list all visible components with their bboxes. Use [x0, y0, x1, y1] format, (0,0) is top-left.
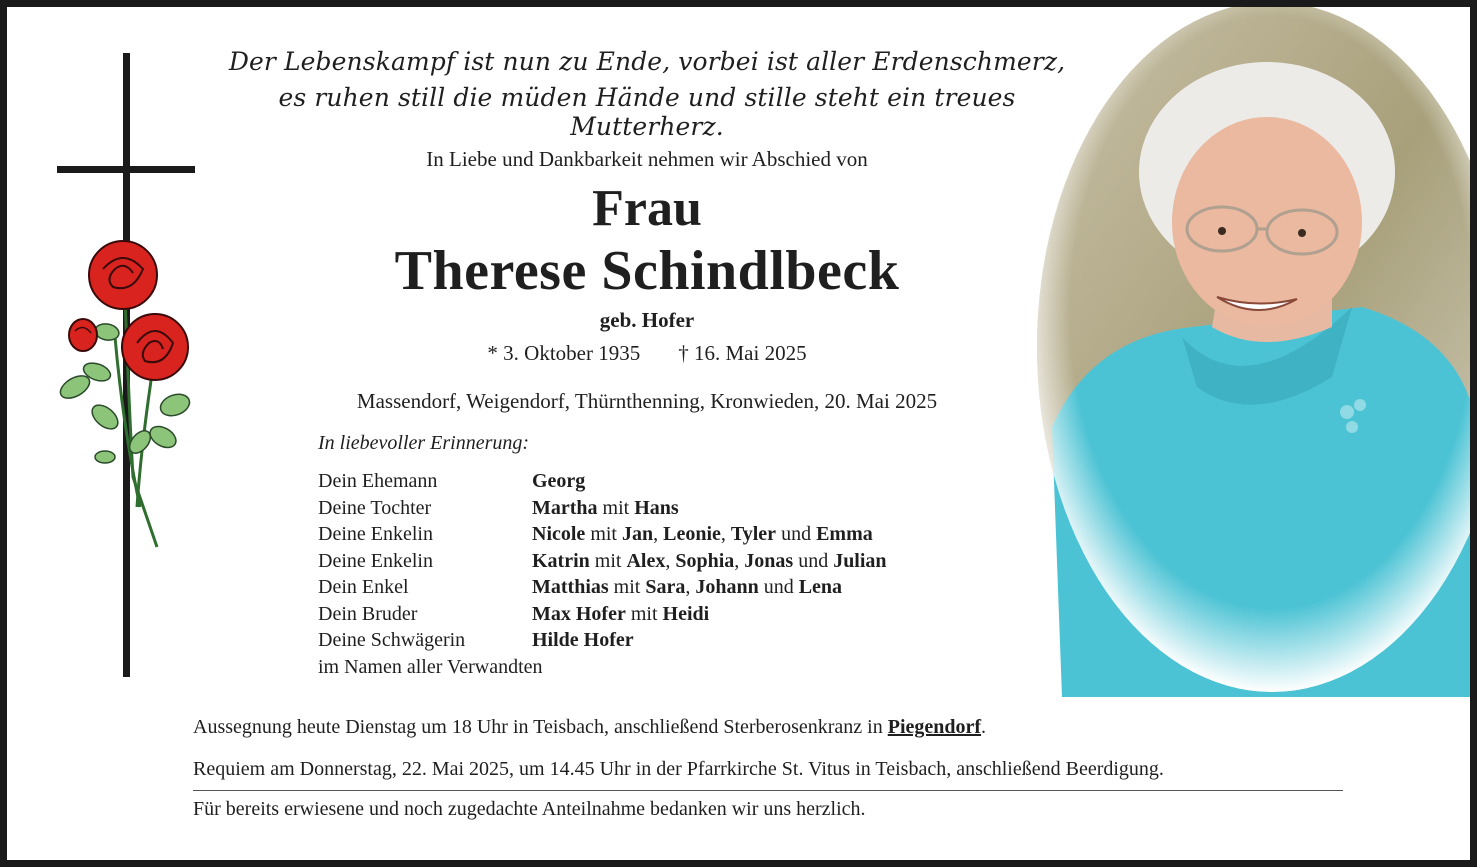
family-row: [318, 601, 887, 628]
requiem-text: Requiem am Donnerstag, 22. Mai 2025, um 14.45 Uhr in der Pfarrkirche St. Vitus in Teisbach, anschließend Beerdigung.: [193, 758, 1164, 780]
family-member-name: Leonie: [663, 523, 721, 545]
family-connector: ,: [734, 549, 745, 572]
family-member-name: Nicole: [532, 523, 586, 545]
divider: [193, 790, 1343, 791]
family-member-name: Jan: [621, 523, 654, 545]
birth-name: geb. Hofer: [599, 308, 695, 332]
aussegnung-text: [193, 716, 1343, 739]
family-relation: Deine Schwägerin: [318, 629, 466, 651]
family-connector: und: [793, 549, 834, 572]
family-member-name: Matthias: [532, 576, 609, 598]
family-member-name: Sophia: [675, 549, 735, 572]
family-connector: ,: [665, 549, 676, 572]
family-connector: mit: [597, 496, 635, 519]
family-member-name: Martha: [532, 496, 598, 519]
family-member-name: Julian: [833, 549, 887, 572]
family-member-name: Heidi: [662, 602, 710, 625]
family-relation: Deine Enkelin: [318, 523, 433, 545]
family-member-name: Hilde Hofer: [532, 629, 634, 651]
family-row: [318, 495, 887, 522]
family-connector: mit: [589, 549, 627, 572]
aussegnung-place: Piegendorf: [887, 716, 982, 738]
verse-line-2: es ruhen still die müden Hände und stille steht ein treues Mutterherz.: [278, 83, 1016, 141]
family-row: [318, 521, 887, 548]
birth-date: * 3. Oktober 1935: [487, 341, 641, 365]
family-names: [532, 574, 842, 601]
family-list: [318, 468, 887, 680]
family-names: [532, 521, 873, 548]
family-names: [532, 627, 634, 654]
family-names: [532, 495, 679, 522]
family-member-name: Sara: [645, 576, 686, 598]
family-member-name: Georg: [532, 470, 586, 492]
portrait-photo: [1032, 7, 1477, 697]
family-closing: im Namen aller Verwandten: [318, 655, 543, 678]
family-connector: ,: [720, 523, 731, 545]
family-connector: mit: [608, 576, 646, 598]
family-member-name: Johann: [695, 576, 759, 598]
family-relation: Deine Tochter: [318, 496, 432, 519]
family-names: [532, 468, 585, 495]
family-relation: Deine Enkelin: [318, 549, 433, 572]
family-member-name: Emma: [816, 523, 873, 545]
family-member-name: Jonas: [744, 549, 794, 572]
family-row: [318, 468, 887, 495]
family-row: [318, 574, 887, 601]
family-connector: mit: [585, 523, 622, 545]
aussegnung-pre: Aussegnung heute Dienstag um 18 Uhr in Teisbach, anschließend Sterberosenkranz in: [193, 716, 888, 738]
place-date: Massendorf, Weigendorf, Thürnthenning, Kronwieden, 20. Mai 2025: [356, 389, 938, 413]
family-relation: Dein Ehemann: [318, 470, 438, 492]
life-dates: [237, 341, 1057, 366]
intro-text: In Liebe und Dankbarkeit nehmen wir Abschied von: [426, 147, 868, 171]
family-member-name: Katrin: [532, 549, 590, 572]
thanks-text: Für bereits erwiesene und noch zugedachte Anteilnahme bedanken wir uns herzlich.: [193, 798, 866, 820]
family-member-name: Alex: [626, 549, 666, 572]
family-connector: ,: [685, 576, 696, 598]
family-relation: Dein Enkel: [318, 576, 409, 598]
family-member-name: Hans: [634, 496, 679, 519]
verse-line-1: Der Lebenskampf ist nun zu Ende, vorbei ist aller Erdenschmerz,: [228, 47, 1066, 76]
salutation: Frau: [592, 180, 702, 237]
family-names: [532, 548, 887, 575]
family-member-name: Lena: [798, 576, 843, 598]
family-row: [318, 548, 887, 575]
cross-with-roses-icon: [45, 47, 195, 677]
family-names: [532, 601, 709, 628]
deceased-name: Therese Schindlbeck: [394, 240, 900, 302]
death-date: † 16. Mai 2025: [678, 341, 807, 365]
family-connector: und: [776, 523, 817, 545]
family-member-name: Max Hofer: [532, 602, 626, 625]
aussegnung-post: .: [981, 716, 987, 738]
family-row: [318, 627, 887, 654]
family-connector: und: [758, 576, 799, 598]
memory-heading: In liebevoller Erinnerung:: [318, 432, 530, 454]
family-connector: ,: [653, 523, 664, 545]
family-relation: Dein Bruder: [318, 602, 418, 625]
family-member-name: Tyler: [730, 523, 777, 545]
family-connector: mit: [625, 602, 663, 625]
